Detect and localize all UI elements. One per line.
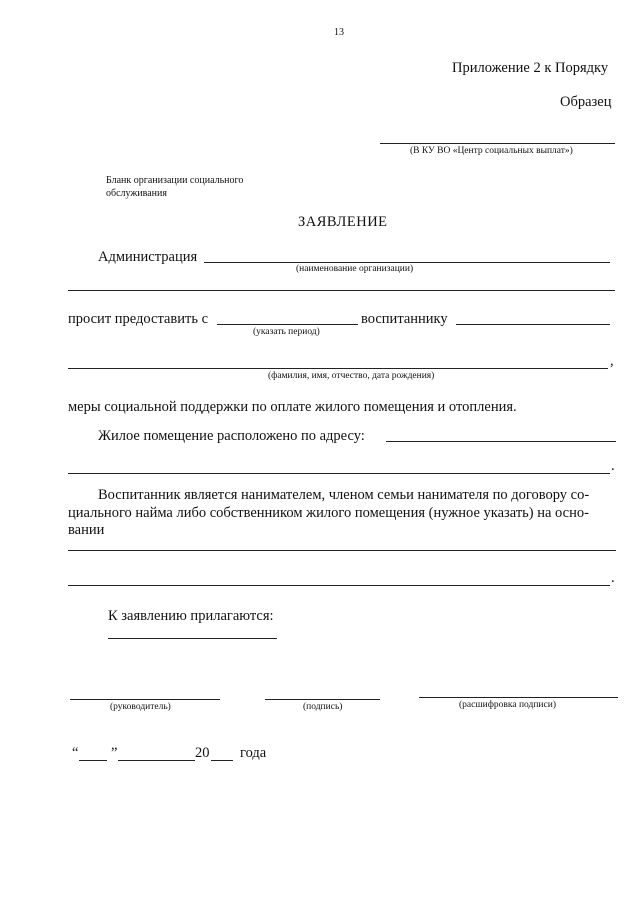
date-day-line: [79, 760, 107, 761]
person-caption: (фамилия, имя, отчество, дата рождения): [268, 371, 435, 381]
decoding-caption: (расшифровка подписи): [459, 700, 556, 710]
letterhead-line-1: Бланк организации социального: [106, 175, 244, 186]
organization-line: [204, 262, 610, 263]
basis-period: .: [611, 570, 615, 586]
tenant-text-line-2: циального найма либо собственником жилого помещения (нужное указать) на осно-: [68, 505, 589, 521]
basis-line-2: [68, 585, 610, 586]
period-line: [217, 324, 358, 325]
organization-line-2: [68, 290, 615, 291]
ward-label: воспитаннику: [361, 311, 448, 327]
page-number: 13: [334, 27, 344, 38]
date-year-suffix: года: [240, 745, 267, 761]
address-line: [386, 441, 616, 442]
tenant-text-line-3: вании: [68, 522, 105, 538]
address-label: Жилое помещение расположено по адресу:: [98, 428, 365, 444]
date-year-prefix: 20: [195, 745, 210, 761]
date-close-quote: ”: [111, 745, 118, 761]
basis-line: [68, 550, 616, 551]
document-title: ЗАЯВЛЕНИЕ: [298, 214, 388, 230]
decoding-line: [419, 697, 618, 698]
request-label: просит предоставить с: [68, 311, 209, 327]
attachments-label: К заявлению прилагаются:: [108, 608, 274, 624]
appendix-reference: Приложение 2 к Порядку: [452, 60, 609, 76]
address-line-2: [68, 473, 610, 474]
signature-line: [265, 699, 380, 700]
person-line: [68, 368, 608, 369]
attachments-line: [108, 638, 277, 639]
date-month-line: [118, 760, 195, 761]
recipient-line: [380, 143, 615, 144]
date-year-line: [211, 760, 233, 761]
tenant-text-line-1: Воспитанник является нанимателем, членом семьи нанимателя по договору со-: [98, 487, 590, 503]
organization-caption: (наименование организации): [296, 264, 414, 274]
measures-text: меры социальной поддержки по оплате жилого помещения и отопления.: [68, 399, 517, 415]
address-period: .: [611, 458, 615, 474]
signature-caption: (подпись): [303, 702, 343, 712]
administration-label: Администрация: [98, 249, 198, 265]
date-open-quote: “: [72, 745, 79, 761]
recipient-caption: (В КУ ВО «Центр социальных выплат»): [410, 146, 573, 156]
head-signature-line: [70, 699, 220, 700]
period-caption: (указать период): [253, 327, 320, 337]
head-caption: (руководитель): [110, 702, 171, 712]
letterhead-line-2: обслуживания: [106, 188, 167, 199]
sample-label: Образец: [560, 94, 612, 110]
person-line-comma: ,: [610, 353, 614, 369]
ward-line: [456, 324, 610, 325]
